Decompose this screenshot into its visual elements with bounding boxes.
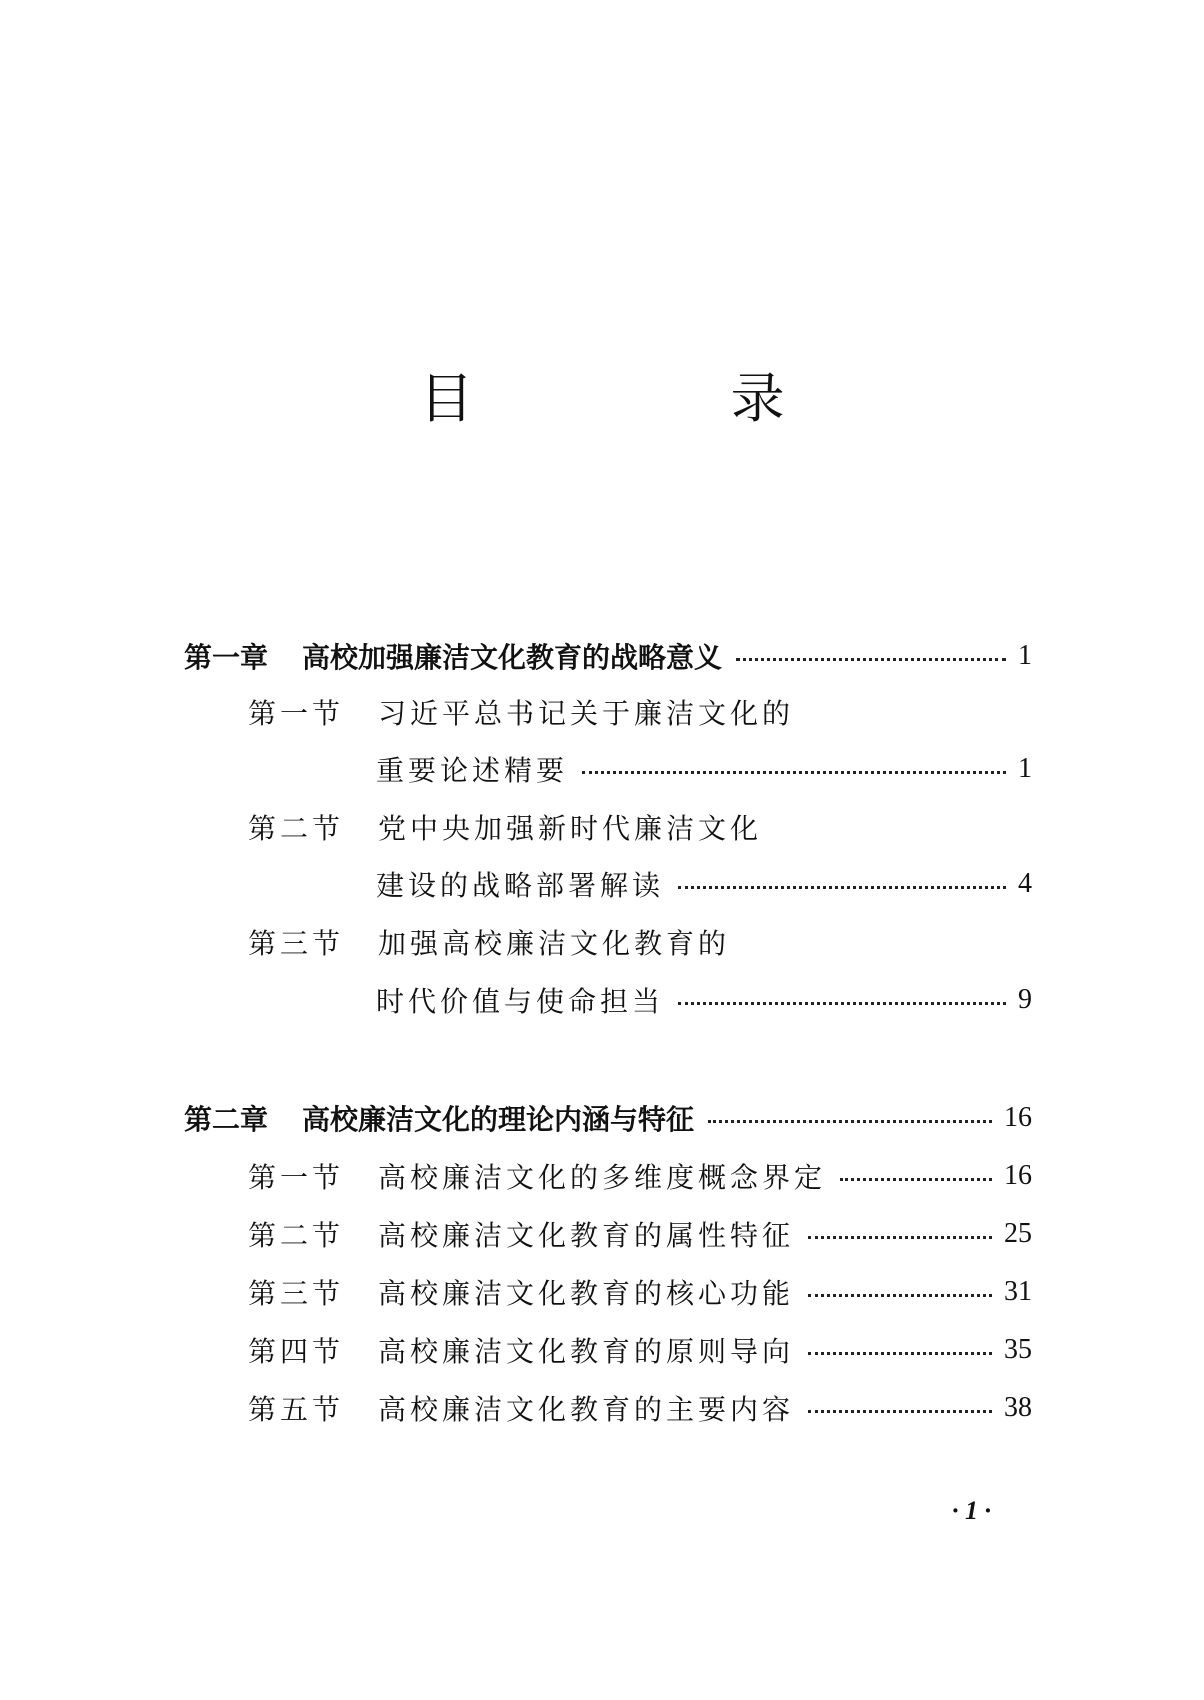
toc-section-2-4[interactable] [248,1328,1032,1372]
page-number: 31 [1004,1276,1032,1307]
toc-section-1-2-line1[interactable] [248,805,1032,849]
section-title: 习近平总书记关于廉洁文化的 [378,697,795,730]
page-title: 目 录 [419,367,905,430]
page-number: 4 [1018,868,1032,899]
page-number: 25 [1004,1218,1032,1249]
page-footer-number: · 1 · [952,1496,991,1525]
toc-section-2-3[interactable] [248,1270,1032,1314]
section-label: 第一节 [248,1161,345,1194]
dot-leader [808,1236,992,1239]
dot-leader [582,771,1006,774]
toc-section-1-1-line1[interactable] [248,690,1032,734]
toc-section-1-1-line2[interactable] [376,747,1032,791]
toc-section-2-2[interactable] [248,1212,1032,1256]
dot-leader [808,1352,992,1355]
section-title-cont: 重要论述精要 [376,754,569,787]
toc-section-2-5[interactable] [248,1386,1032,1430]
page-number: 38 [1004,1392,1032,1423]
section-label: 第二节 [248,812,345,845]
toc-chapter-1[interactable] [184,634,1032,678]
dot-leader [840,1178,992,1181]
section-label: 第五节 [248,1393,345,1426]
toc-chapter-2[interactable] [184,1096,1032,1140]
section-title: 高校廉洁文化教育的核心功能 [378,1277,795,1310]
section-title: 高校廉洁文化教育的原则导向 [378,1335,795,1368]
section-title-cont: 建设的战略部署解读 [376,869,665,902]
dot-leader [678,886,1006,889]
dot-leader [678,1002,1006,1005]
page-number: 35 [1004,1334,1032,1365]
section-title: 党中央加强新时代廉洁文化 [378,812,763,845]
section-label: 第四节 [248,1335,345,1368]
dot-leader [808,1410,992,1413]
dot-leader [808,1294,992,1297]
chapter-label: 第二章 [184,1103,269,1136]
section-title: 高校廉洁文化的多维度概念界定 [378,1161,827,1194]
chapter-label: 第一章 [184,641,269,674]
page-number: 16 [1004,1160,1032,1191]
dot-leader [736,658,1006,661]
toc-section-2-1[interactable] [248,1154,1032,1198]
page-number: 1 [1018,640,1032,671]
toc-section-1-3-line2[interactable] [376,978,1032,1022]
section-title-cont: 时代价值与使命担当 [376,985,665,1018]
section-label: 第二节 [248,1219,345,1252]
section-title: 高校廉洁文化教育的主要内容 [378,1393,795,1426]
page-number: 1 [1018,753,1032,784]
section-title: 加强高校廉洁文化教育的 [378,927,731,960]
toc-section-1-2-line2[interactable] [376,862,1032,906]
toc-section-1-3-line1[interactable] [248,920,1032,964]
section-label: 第一节 [248,697,345,730]
chapter-title: 高校加强廉洁文化教育的战略意义 [302,641,723,674]
section-label: 第三节 [248,927,345,960]
page-number: 16 [1004,1102,1032,1133]
section-label: 第三节 [248,1277,345,1310]
page-number: 9 [1018,984,1032,1015]
chapter-title: 高校廉洁文化的理论内涵与特征 [302,1103,695,1136]
dot-leader [708,1120,992,1123]
section-title: 高校廉洁文化教育的属性特征 [378,1219,795,1252]
